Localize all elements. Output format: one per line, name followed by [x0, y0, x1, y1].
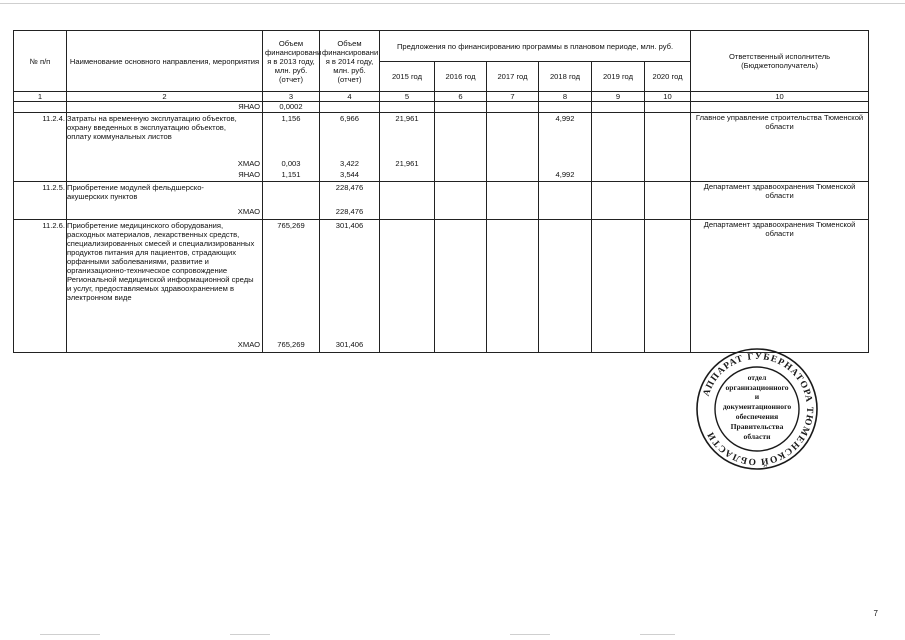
row-code: 11.2.4.	[42, 114, 65, 123]
region-label: ХМАО	[237, 159, 260, 168]
header-year-2016: 2016 год	[435, 62, 487, 92]
stamp-line: отдел	[747, 373, 767, 382]
table-row	[14, 113, 869, 182]
stamp-line: и	[754, 392, 760, 401]
header-num: № п/п	[14, 31, 67, 92]
total-2018: 4,992	[555, 114, 575, 123]
header-proposals: Предложения по финансированию программы в плановом периоде, млн. руб.	[380, 31, 691, 62]
col-number: 6	[435, 92, 487, 102]
value-2018: 4,992	[555, 170, 575, 179]
row-title: Приобретение модулей фельдшерско-акушерских пунктов	[67, 183, 204, 201]
stamp-line: Правительства	[730, 422, 784, 431]
scan-artifact-bottom	[510, 634, 550, 635]
table-row	[14, 102, 869, 113]
col-number: 3	[263, 92, 320, 102]
value-2014: 228,476	[335, 207, 364, 216]
value-2013: 1,151	[281, 170, 301, 179]
row-title: Приобретение медицинского оборудования, расходных материалов, лекарственных средств, специализированных смесей и специализированных продуктов питания для пациентов, страдающих орфанными заболеваниями, развитие и организационно-техническое сопровождение Региональной медицинской информационной среды и услуг, предоставляемых здравоохранением в электронном виде	[67, 221, 255, 302]
stamp-ring-label: АППАРАТ ГУБЕРНАТОРА ТЮМЕНСКОЙ ОБЛАСТИ	[701, 351, 815, 467]
total-2014: 228,476	[335, 183, 364, 192]
value-2014: 3,544	[339, 170, 359, 179]
col-number: 1	[14, 92, 67, 102]
header-year-2018: 2018 год	[539, 62, 592, 92]
header-year-2015: 2015 год	[380, 62, 435, 92]
total-2014: 6,966	[339, 114, 359, 123]
stamp-line: обеспечения	[735, 412, 779, 421]
value-2015: 21,961	[395, 159, 419, 168]
column-numbers-row	[14, 92, 869, 102]
region-label: ЯНАО	[238, 170, 260, 179]
total-2014: 301,406	[335, 221, 364, 230]
value-2014: 301,406	[335, 340, 364, 349]
col-number: 5	[380, 92, 435, 102]
table-row	[14, 220, 869, 353]
value-2013: 0,0002	[263, 102, 320, 113]
col-number: 10	[645, 92, 691, 102]
total-2013: 765,269	[277, 221, 305, 230]
value-2013: 765,269	[277, 340, 305, 349]
total-2013: 1,156	[281, 114, 301, 123]
col-number: 10	[691, 92, 869, 102]
responsible-executor: Департамент здравоохранения Тюменской области	[691, 220, 869, 353]
region-label: ХМАО	[237, 340, 260, 349]
page-number: 7	[873, 609, 878, 618]
stamp-line: области	[743, 432, 771, 441]
header-year-2017: 2017 год	[487, 62, 539, 92]
official-stamp	[695, 347, 819, 471]
col-number: 7	[487, 92, 539, 102]
col-number: 8	[539, 92, 592, 102]
total-2015: 21,961	[395, 114, 419, 123]
header-vol-2014: Объем финансировани я в 2014 году, млн. руб. (отчет)	[320, 31, 380, 92]
scan-artifact-top	[0, 3, 905, 4]
scan-artifact-bottom	[640, 634, 675, 635]
stamp-line: организационного	[725, 383, 789, 392]
row-code: 11.2.6.	[42, 221, 65, 230]
stamp-line: документационного	[722, 402, 792, 411]
col-number: 9	[592, 92, 645, 102]
row-code: 11.2.5.	[42, 183, 65, 192]
header-name: Наименование основного направления, мероприятия	[67, 31, 263, 92]
region-label: ЯНАО	[67, 102, 263, 113]
scan-artifact-bottom	[40, 634, 100, 635]
col-number: 4	[320, 92, 380, 102]
value-2013: 0,003	[281, 159, 301, 168]
value-2014: 3,422	[339, 159, 359, 168]
row-title: Затраты на временную эксплуатацию объектов, охрану введенных в эксплуатацию объектов, оплату коммунальных листов	[67, 114, 237, 141]
header-year-2020: 2020 год	[645, 62, 691, 92]
responsible-executor: Департамент здравоохранения Тюменской области	[691, 182, 869, 220]
header-responsible: Ответственный исполнитель (Бюджетополучатель)	[691, 31, 869, 92]
responsible-executor: Главное управление строительства Тюменской области	[691, 113, 869, 182]
table-row	[14, 182, 869, 220]
scan-artifact-bottom	[230, 634, 270, 635]
col-number: 2	[67, 92, 263, 102]
region-label: ХМАО	[237, 207, 260, 216]
header-vol-2013: Объем финансировани я в 2013 году, млн. руб. (отчет)	[263, 31, 320, 92]
financing-table	[13, 30, 869, 353]
header-year-2019: 2019 год	[592, 62, 645, 92]
